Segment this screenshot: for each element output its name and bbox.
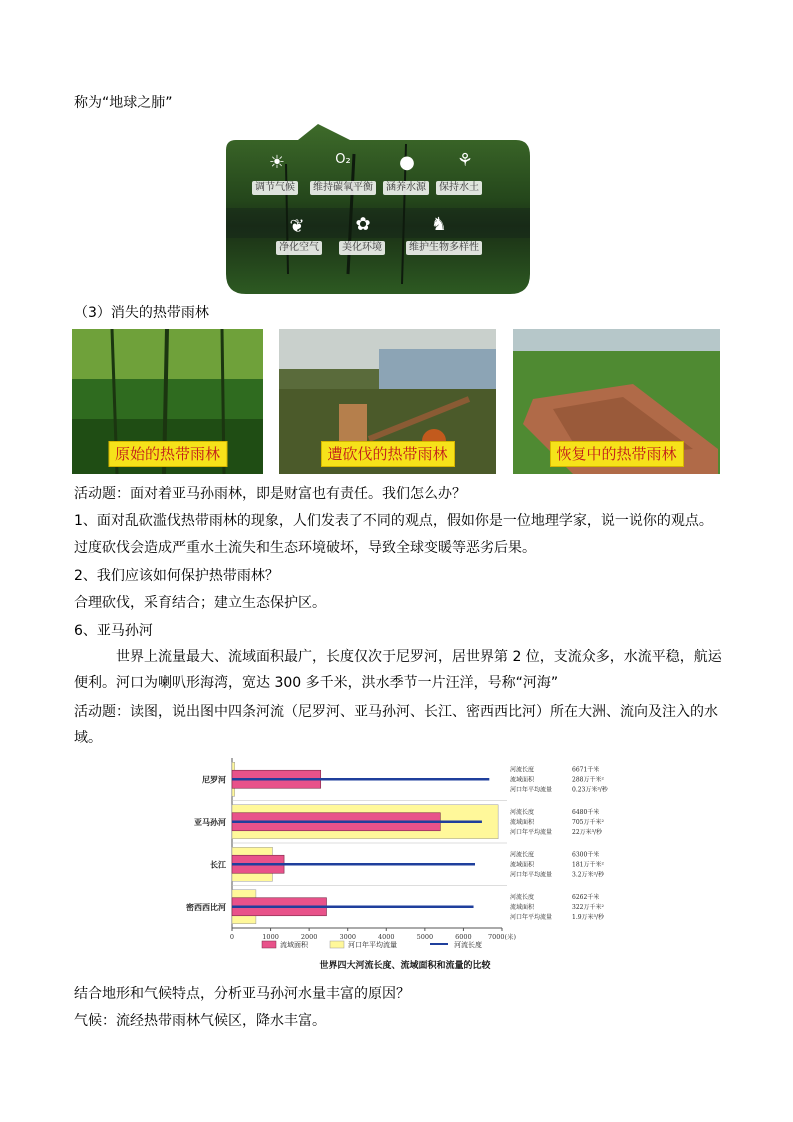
annotation-value: 3.2万米³/秒	[572, 871, 604, 879]
annotation-value: 22万米³/秒	[572, 828, 603, 836]
category-label: 长江	[210, 859, 226, 870]
forest-label-1: 调节气候	[252, 181, 298, 195]
x-tick-label: 1000	[262, 933, 279, 941]
annotation-value: 6480千米	[572, 808, 600, 816]
annotation-value: 705万千米²	[572, 818, 604, 826]
forest-label-4: 保持水土	[436, 181, 482, 195]
annotation-key: 河口年平均流量	[510, 786, 553, 794]
chart-title: 世界四大河流长度、流域面积和流量的比较	[319, 961, 491, 971]
category-label: 尼罗河	[202, 774, 226, 785]
answer-3: 气候：流经热带雨林气候区，降水丰富。	[74, 1013, 326, 1029]
annotation-key: 流域面积	[510, 861, 535, 869]
annotation-value: 6671千米	[572, 766, 600, 774]
question-3: 结合地形和气候特点，分析亚马孙河水量丰富的原因？	[74, 986, 410, 1002]
forest-photo-background	[226, 124, 530, 294]
annotation-key: 河口年平均流量	[510, 913, 553, 921]
question-2: 2、我们应该如何保护热带雨林？	[74, 568, 279, 584]
forest-label-5: 净化空气	[276, 241, 322, 255]
water-drop-icon: ●	[399, 152, 415, 173]
photo-recovering-rainforest	[513, 329, 720, 474]
category-label: 密西西比河	[186, 901, 226, 912]
sun-icon: ☀	[268, 152, 286, 173]
sprout-icon: ⚘	[456, 150, 474, 171]
category-label: 亚马孙河	[194, 816, 226, 827]
activity-question-2: 活动题：读图，说出图中四条河流（尼罗河、亚马孙河、长江、密西西比河）所在大洲、流向及注入的水域。	[74, 704, 718, 746]
annotation-value: 288万千米²	[572, 776, 604, 784]
x-tick-label: 4000	[378, 933, 395, 941]
legend-swatch-flow	[330, 941, 344, 948]
section-heading-disappearing: （3）消失的热带雨林	[74, 305, 209, 321]
x-tick-label: 0	[229, 933, 235, 941]
legend-label-length: 河流长度	[454, 941, 482, 949]
annotation-key: 流域面积	[510, 903, 535, 911]
annotation-value: 181万千米²	[572, 861, 604, 869]
x-tick-label: 7000(米)	[487, 933, 517, 941]
photo-caption-primary: 原始的热带雨林	[108, 441, 227, 467]
annotation-value: 6262千米	[572, 893, 600, 901]
intro-line: 称为“地球之肺”	[74, 95, 173, 111]
forest-label-6: 美化环境	[339, 241, 385, 255]
photo-caption-recovering: 恢复中的热带雨林	[549, 441, 683, 467]
monkey-icon: ♞	[430, 214, 448, 235]
annotation-value: 1.9万米³/秒	[572, 913, 604, 921]
question-1: 1、面对乱砍滥伐热带雨林的现象，人们发表了不同的观点，假如你是一位地理学家，说一说你的观点。	[74, 513, 713, 529]
answer-2: 合理砍伐，采育结合；建立生态保护区。	[74, 595, 326, 611]
forest-functions-infographic	[226, 124, 530, 294]
forest-label-3: 涵养水源	[383, 181, 429, 195]
annotation-value: 6300千米	[572, 851, 600, 859]
annotation-key: 流域面积	[510, 776, 535, 784]
x-tick-label: 6000	[455, 933, 472, 941]
leaf-icon: ❦	[289, 216, 305, 237]
annotation-key: 河流长度	[510, 851, 535, 859]
annotation-key: 河流长度	[510, 808, 535, 816]
annotation-key: 河口年平均流量	[510, 828, 553, 836]
legend-label-flow: 河口年平均流量	[348, 941, 397, 949]
chart-svg	[180, 756, 646, 978]
annotation-value: 0.23万米³/秒	[572, 786, 608, 794]
photo-logged-rainforest	[279, 329, 496, 474]
flower-icon: ✿	[355, 214, 371, 235]
x-tick-label: 2000	[300, 933, 318, 941]
annotation-key: 河口年平均流量	[510, 871, 553, 879]
x-tick-label: 5000	[416, 933, 434, 941]
annotation-value: 322万千米²	[572, 903, 604, 911]
forest-label-2: 维持碳氧平衡	[310, 181, 376, 195]
annotation-key: 流域面积	[510, 818, 535, 826]
river-comparison-chart	[180, 756, 646, 978]
annotation-key: 河流长度	[510, 893, 535, 901]
annotation-key: 河流长度	[510, 766, 535, 774]
activity-question-1: 活动题：面对着亚马孙雨林，即是财富也有责任。我们怎么办？	[74, 486, 466, 502]
x-tick-label: 3000	[339, 933, 356, 941]
answer-1: 过度砍伐会造成严重水土流失和生态环境破坏，导致全球变暖等恶劣后果。	[74, 540, 536, 556]
o2-icon: O₂	[335, 152, 351, 167]
legend-label-area: 流域面积	[280, 941, 308, 949]
legend-swatch-area	[262, 941, 276, 948]
section-heading-amazon: 6、亚马孙河	[74, 623, 153, 639]
photo-caption-logged: 遭砍伐的热带雨林	[320, 441, 454, 467]
photo-primary-rainforest	[72, 329, 263, 474]
amazon-description: 世界上流量最大、流域面积最广，长度仅次于尼罗河，居世界第 2 位，支流众多，水流平稳，航运便利。河口为喇叭形海湾，宽达 300 多千米，洪水季节一片汪洋，号称“河海”	[74, 649, 722, 691]
forest-label-7: 维护生物多样性	[406, 241, 482, 255]
